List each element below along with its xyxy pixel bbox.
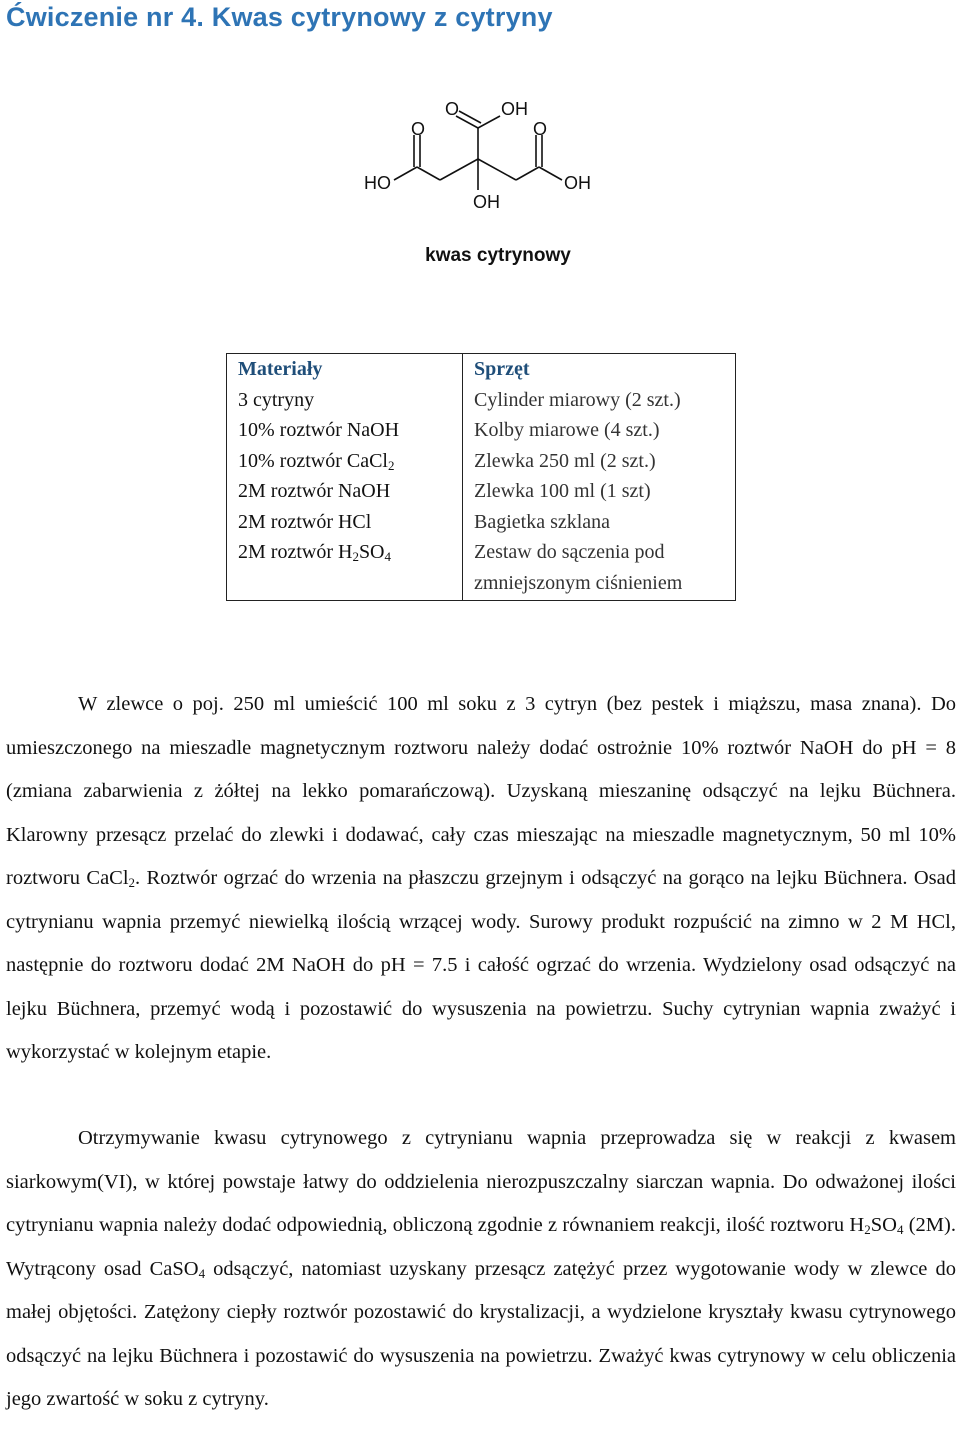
bond-c6-oh bbox=[478, 116, 500, 128]
label-ho-left: HO bbox=[364, 173, 391, 193]
material-item: 2M roztwór HCl bbox=[238, 510, 372, 533]
bond-ho-c1 bbox=[394, 167, 417, 180]
bond-c1-c2 bbox=[417, 167, 440, 180]
label-o-left: O bbox=[411, 119, 426, 139]
equipment-item: Kolby miarowe (4 szt.) bbox=[474, 419, 660, 441]
materials-header: Materiały bbox=[238, 358, 323, 380]
material-item: 3 cytryny bbox=[238, 388, 315, 411]
procedure-paragraph-2: Otrzymywanie kwasu cytrynowego z cytrynianu wapnia przeprowadza się w reakcji z kwasem siarkowym(VI), w której powstaje łatwy do oddzielenia nierozpuszczalny siarczan wapnia. Do odważonej ilości cytrynianu wapnia należy dodać odpowiednią, obliczoną zgodnie z równaniem reakcji, ilość roztworu $H_2SO_4$ (2M). Wytrącony osad CaSO$_4$ odsączyć, natomiast uzyskany przesącz zatężyć przez wygotowanie wody w zlewce do małej objętości. Zatężony ciepły roztwór pozostawić do krystalizacji, a wydzielone kryształy kwasu cytrynowego odsączyć na lejku Büchnera i pozostawić do wysuszenia na powietrzu. Zważyć kwas cytrynowy w celu obliczenia jego zwartość w soku z cytryny. bbox=[6, 1127, 956, 1410]
material-item: 2M roztwór NaOH bbox=[238, 480, 391, 502]
label-oh-bottom: OH bbox=[473, 192, 500, 212]
equipment-header: Sprzęt bbox=[474, 358, 530, 380]
label-o-right: O bbox=[533, 119, 548, 139]
bond-c3-c4 bbox=[478, 159, 516, 180]
bond-c4-c5 bbox=[516, 167, 539, 180]
label-oh-right: OH bbox=[564, 173, 591, 193]
label-oh-top: OH bbox=[501, 99, 528, 119]
material-item: 2M roztwór $H_2SO_4$ bbox=[238, 541, 392, 564]
equipment-column bbox=[463, 354, 736, 601]
bond-c6-o-b bbox=[459, 111, 481, 123]
equipment-item: Zlewka 250 ml (2 szt.) bbox=[474, 449, 656, 472]
equipment-item: Zlewka 100 ml (1 szt) bbox=[474, 480, 651, 502]
material-item: 10% roztwór NaOH bbox=[238, 419, 400, 441]
bond-c2-c3 bbox=[440, 159, 478, 180]
table-row bbox=[227, 354, 736, 601]
equipment-item: Cylinder miarowy (2 szt.) bbox=[474, 388, 681, 411]
material-item: 10% roztwór CaCl$_2$ bbox=[238, 449, 395, 473]
compound-name: kwas cytrynowy bbox=[425, 245, 571, 266]
label-o-top: O bbox=[445, 99, 460, 119]
materials-column bbox=[227, 354, 463, 601]
procedure-paragraph-1: W zlewce o poj. 250 ml umieścić 100 ml soku z 3 cytryn (bez pestek i miąższu, masa znana). Do umieszczonego na mieszadle magnetycznym roztworu należy dodać ostrożnie 10% roztwór NaOH do pH = 8 (zmiana zabarwienia z żółtej na lekko pomarańczową). Uzyskaną mieszaninę odsączyć na lejku Büchnera. Klarowny przesącz przelać do zlewki i dodawać, cały czas mieszając na mieszadle magnetycznym, 50 ml 10% roztworu CaCl$_2$. Roztwór ogrzać do wrzenia na płaszczu grzejnym i odsączyć na gorąco na lejku Büchnera. Osad cytrynianu wapnia przemyć niewielką ilością wrzącej wody. Surowy produkt rozpuścić na zimno w 2 M HCl, następnie do roztworu dodać 2M NaOH do pH = 7.5 i całość ogrzać do wrzenia. Wydzielony osad odsączyć na lejku Büchnera, przemyć wodą i pozostawić do wysuszenia na powietrzu. Suchy cytrynian wapnia zważyć i wykorzystać w kolejnym etapie. bbox=[6, 693, 956, 1063]
equipment-item: Bagietka szklana bbox=[474, 510, 611, 533]
equipment-item: Zestaw do sączenia pod zmniejszonym ciśnieniem bbox=[474, 541, 683, 594]
bond-c6-o-a bbox=[456, 116, 478, 128]
page-title: Ćwiczenie nr 4. Kwas cytrynowy z cytryny bbox=[6, 2, 553, 32]
bond-c5-oh bbox=[539, 167, 562, 180]
materials-equipment-table bbox=[226, 353, 736, 601]
